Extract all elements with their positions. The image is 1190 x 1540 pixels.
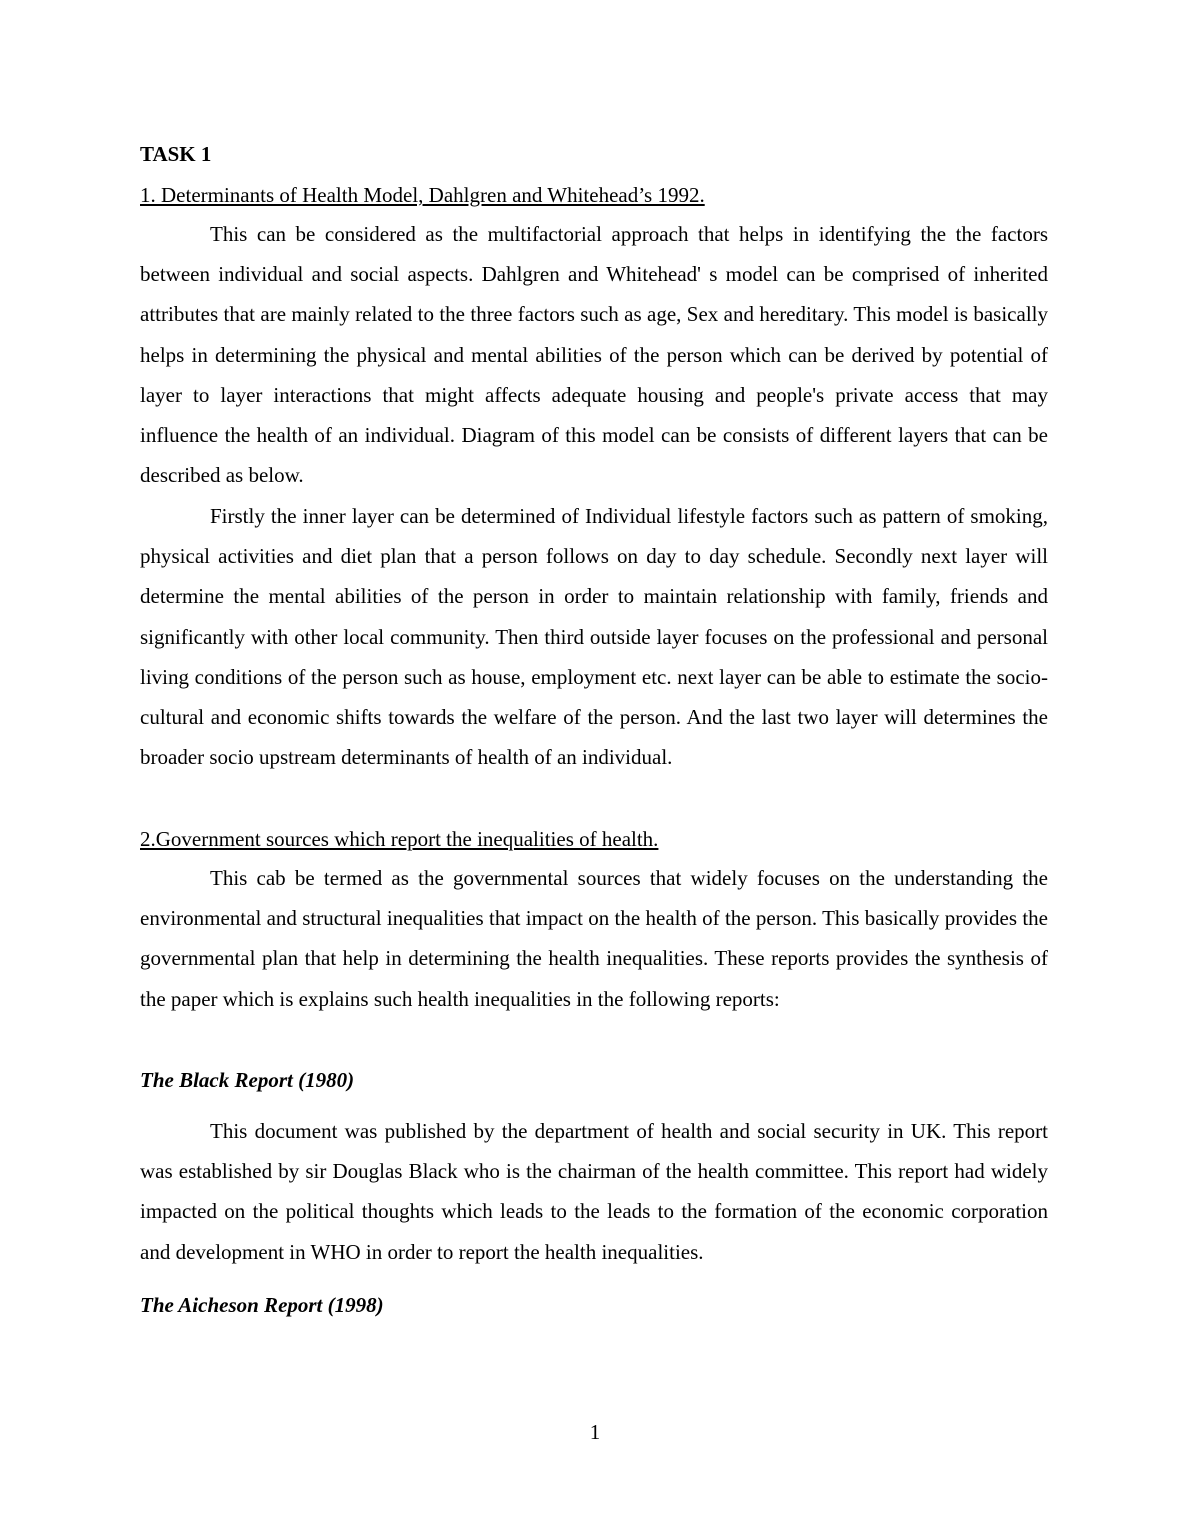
section2-heading: 2.Government sources which report the inequalities of health. xyxy=(140,827,659,851)
aicheson-report-title: The Aicheson Report (1998) xyxy=(140,1293,384,1317)
section1-paragraph-2: Firstly the inner layer can be determined of Individual lifestyle factors such as pattern of smoking, physical activities and diet plan that a person follows on day to day schedule. Secondly next layer will determine the mental abilities of the person in order to maintain relationship with family, friends and significantly with other local community. Then third outside layer focuses on the professional and personal living conditions of the person such as house, employment etc. next layer can be able to estimate the socio-cultural and economic shifts towards the welfare of the person. And the last two layer will determines the broader socio upstream determinants of health of an individual. xyxy=(140,504,1048,770)
black-report-paragraph: This document was published by the department of health and social security in UK. This report was established by sir Douglas Black who is the chairman of the health committee. This report had widely impacted on the political thoughts which leads to the leads to the formation of the economic corporation and development in WHO in order to report the health inequalities. xyxy=(140,1119,1048,1264)
section1-paragraph-1: This can be considered as the multifactorial approach that helps in identifying the the factors between individual and social aspects. Dahlgren and Whitehead' s model can be comprised of inherited attributes that are mainly related to the three factors such as age, Sex and hereditary. This model is basically helps in determining the physical and mental abilities of the person which can be derived by potential of layer to layer interactions that might affects adequate housing and people's private access that may influence the health of an individual. Diagram of this model can be consists of different layers that can be described as below. xyxy=(140,222,1048,488)
section1-heading: 1. Determinants of Health Model, Dahlgren and Whitehead’s 1992. xyxy=(140,183,705,207)
page-number: 1 xyxy=(589,1420,601,1444)
section2-paragraph: This cab be termed as the governmental sources that widely focuses on the understanding the environmental and structural inequalities that impact on the health of the person. This basically provides the governmental plan that help in determining the health inequalities. These reports provides the synthesis of the paper which is explains such health inequalities in the following reports: xyxy=(140,866,1048,1011)
black-report-title: The Black Report (1980) xyxy=(140,1068,355,1092)
task-title: TASK 1 xyxy=(140,142,212,166)
